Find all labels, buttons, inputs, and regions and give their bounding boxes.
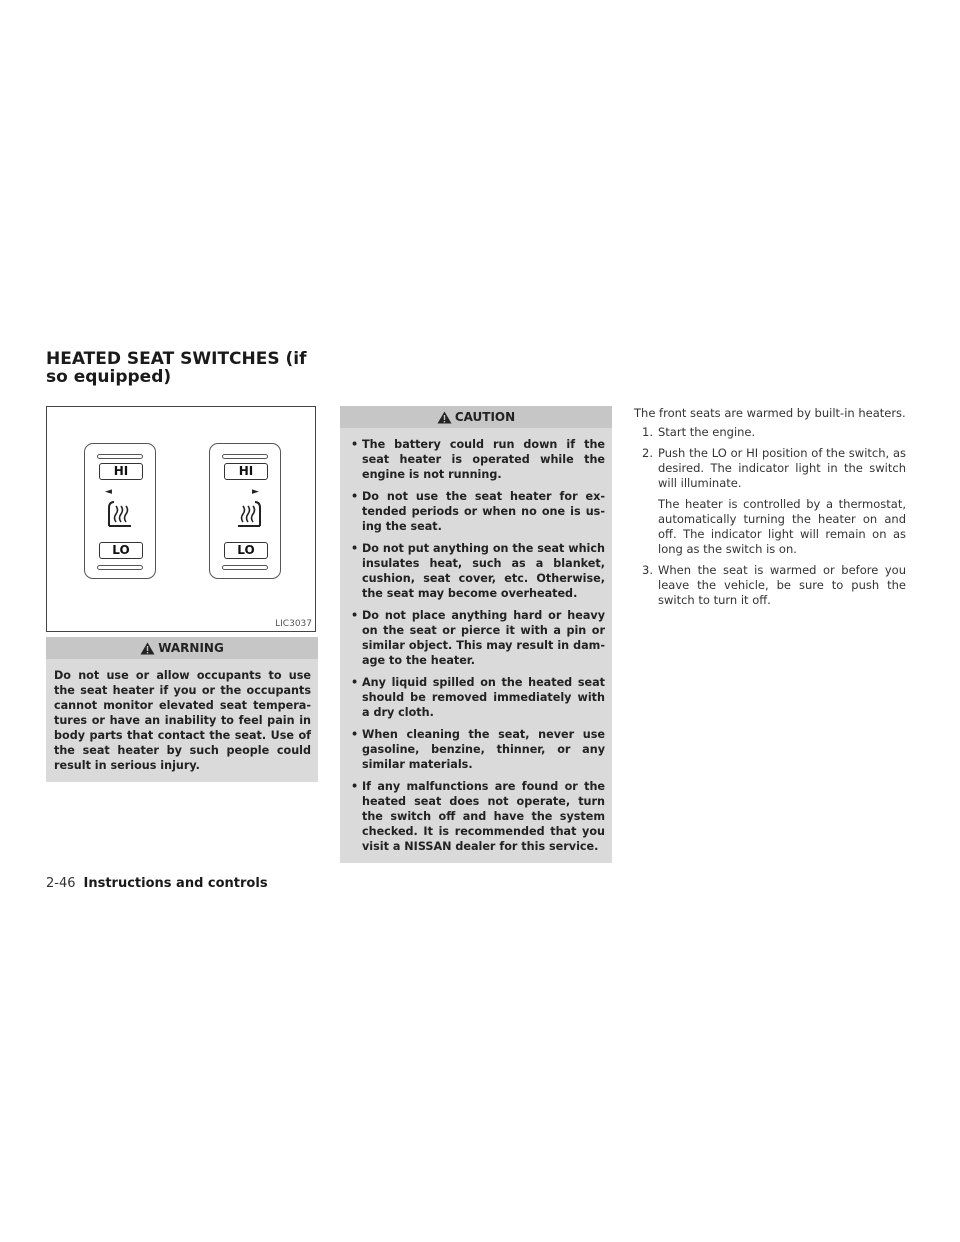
warning-text: Do not use or allow occupants to use the seat heater if you or the occupants cannot monitor elevated seat temperatures or have an inability to feel pain in body parts that contact the seat. Use of the seat heater by such people could result in serious injury. <box>54 669 311 772</box>
caution-heading: CAUTION <box>454 410 516 424</box>
caution-box <box>340 406 612 863</box>
caution-list <box>348 437 605 854</box>
caution-item: • Do not use the seat heater for extended periods or when no one is using the seat. <box>348 489 605 534</box>
caution-item: • The battery could run down if the seat heater is operated while the engine is not running. <box>348 437 605 482</box>
right-seat-heater-switch <box>209 443 281 579</box>
lo-label: LO <box>99 542 143 559</box>
seat-heater-icon <box>230 496 264 532</box>
step-number: 3. <box>642 563 653 577</box>
warning-header <box>46 637 318 659</box>
caution-item: • Any liquid spilled on the heated seat should be removed immediately with a dry cloth. <box>348 675 605 720</box>
right-arrow-icon: ► <box>252 487 259 497</box>
step-text: When the seat is warmed or before you leave the vehicle, be sure to push the switch to turn it off. <box>658 563 906 607</box>
left-seat-heater-switch <box>84 443 156 579</box>
hi-label: HI <box>224 463 268 480</box>
caution-triangle-icon <box>437 411 452 424</box>
seat-heater-icon <box>105 496 139 532</box>
page-number: 2-46 <box>46 876 76 891</box>
step-item <box>634 425 906 440</box>
figure-label: LIC3037 <box>275 619 312 629</box>
section-title: HEATED SEAT SWITCHES (if so equipped) <box>46 349 307 387</box>
caution-item: • If any malfunctions are found or the heated seat does not operate, turn the switch off and have the system checked. It is recommended that you visit a NISSAN dealer for this service. <box>348 779 605 854</box>
warning-triangle-icon <box>140 642 155 655</box>
chapter-title: Instructions and controls <box>83 876 268 891</box>
caution-item: • Do not place anything hard or heavy on the seat or pierce it with a pin or similar object. This may result in damage to the heater. <box>348 608 605 668</box>
switch-top-bar <box>97 454 143 459</box>
step-number: 2. <box>642 446 653 460</box>
step-item <box>634 563 906 608</box>
step-note: The heater is controlled by a thermostat, automatically turning the heater on and off. The indicator light will remain on as long as the switch is on. <box>658 497 906 556</box>
warning-heading: WARNING <box>158 641 224 655</box>
switch-top-bar <box>222 454 268 459</box>
caution-body <box>340 428 612 863</box>
switch-bottom-bar <box>222 565 268 570</box>
step-item <box>634 446 906 557</box>
hi-label: HI <box>99 463 143 480</box>
steps-list <box>634 425 906 608</box>
instructions <box>634 406 906 614</box>
caution-item: • Do not put anything on the seat which insulates heat, such as a blanket, cushion, seat cover, etc. Otherwise, the seat may become overheated. <box>348 541 605 601</box>
caution-item: • When cleaning the seat, never use gasoline, benzine, thinner, or any similar materials. <box>348 727 605 772</box>
instructions-intro: The front seats are warmed by built-in heaters. <box>634 406 906 420</box>
step-text: Start the engine. <box>658 425 756 439</box>
step-number: 1. <box>642 425 653 439</box>
switch-bottom-bar <box>97 565 143 570</box>
step-text: Push the LO or HI position of the switch, as desired. The indicator light in the switch will illuminate. <box>658 446 906 490</box>
warning-box <box>46 637 318 782</box>
heated-seat-switch-figure <box>46 406 316 632</box>
left-arrow-icon: ◄ <box>105 487 112 497</box>
warning-body <box>46 659 318 782</box>
page-footer <box>46 876 268 891</box>
caution-header <box>340 406 612 428</box>
lo-label: LO <box>224 542 268 559</box>
